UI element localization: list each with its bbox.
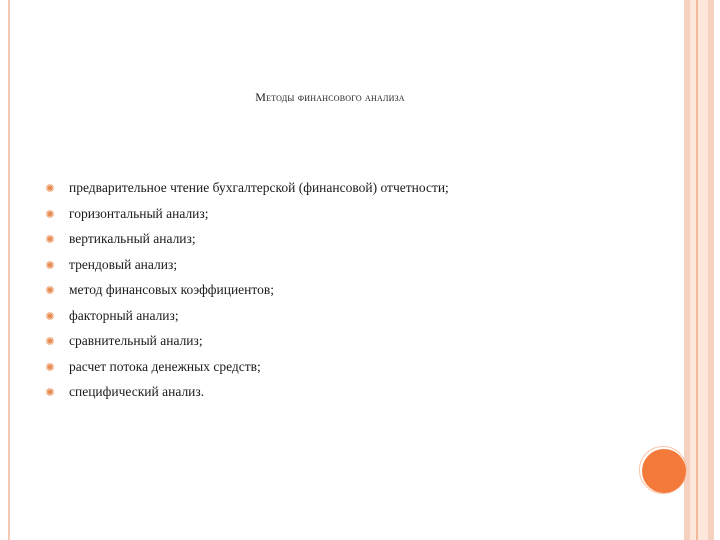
decorative-orange-circle bbox=[642, 449, 686, 493]
sun-ornament-icon: ✺ bbox=[45, 285, 55, 297]
list-item-text: специфический анализ. bbox=[69, 384, 205, 399]
list-item bbox=[44, 306, 449, 332]
right-decorative-band-inner bbox=[690, 0, 708, 540]
list-item-text: сравнительный анализ; bbox=[69, 333, 203, 348]
sun-ornament-icon: ✺ bbox=[45, 310, 55, 323]
list-item bbox=[44, 280, 449, 306]
list-item-text: вертикальный анализ; bbox=[69, 231, 196, 246]
list-item bbox=[44, 229, 449, 255]
sun-ornament-icon: ✺ bbox=[45, 234, 55, 246]
sun-ornament-icon: ✺ bbox=[45, 259, 55, 272]
list-item bbox=[44, 382, 449, 408]
list-item-text: трендовый анализ; bbox=[69, 256, 178, 272]
list-item bbox=[44, 204, 449, 230]
list-item-text: метод финансовых коэффициентов; bbox=[69, 282, 274, 297]
slide-title: Методы финансового анализа bbox=[255, 90, 405, 104]
sun-ornament-icon: ✺ bbox=[45, 183, 55, 195]
list-item bbox=[44, 255, 449, 281]
list-item bbox=[44, 178, 449, 204]
list-item-text: расчет потока денежных средств; bbox=[69, 358, 261, 374]
list-item-text: факторный анализ; bbox=[69, 307, 179, 323]
bullet-list bbox=[44, 178, 449, 408]
list-item-text: предварительное чтение бухгалтерской (финансовой) отчетности; bbox=[69, 180, 449, 195]
sun-ornament-icon: ✺ bbox=[45, 336, 55, 348]
right-decorative-line bbox=[696, 0, 698, 540]
sun-ornament-icon: ✺ bbox=[45, 387, 55, 399]
list-item bbox=[44, 357, 449, 383]
left-border-line bbox=[8, 0, 10, 540]
sun-ornament-icon: ✺ bbox=[45, 361, 55, 374]
list-item-text: горизонтальный анализ; bbox=[69, 205, 209, 221]
list-item bbox=[44, 331, 449, 357]
sun-ornament-icon: ✺ bbox=[45, 208, 55, 221]
